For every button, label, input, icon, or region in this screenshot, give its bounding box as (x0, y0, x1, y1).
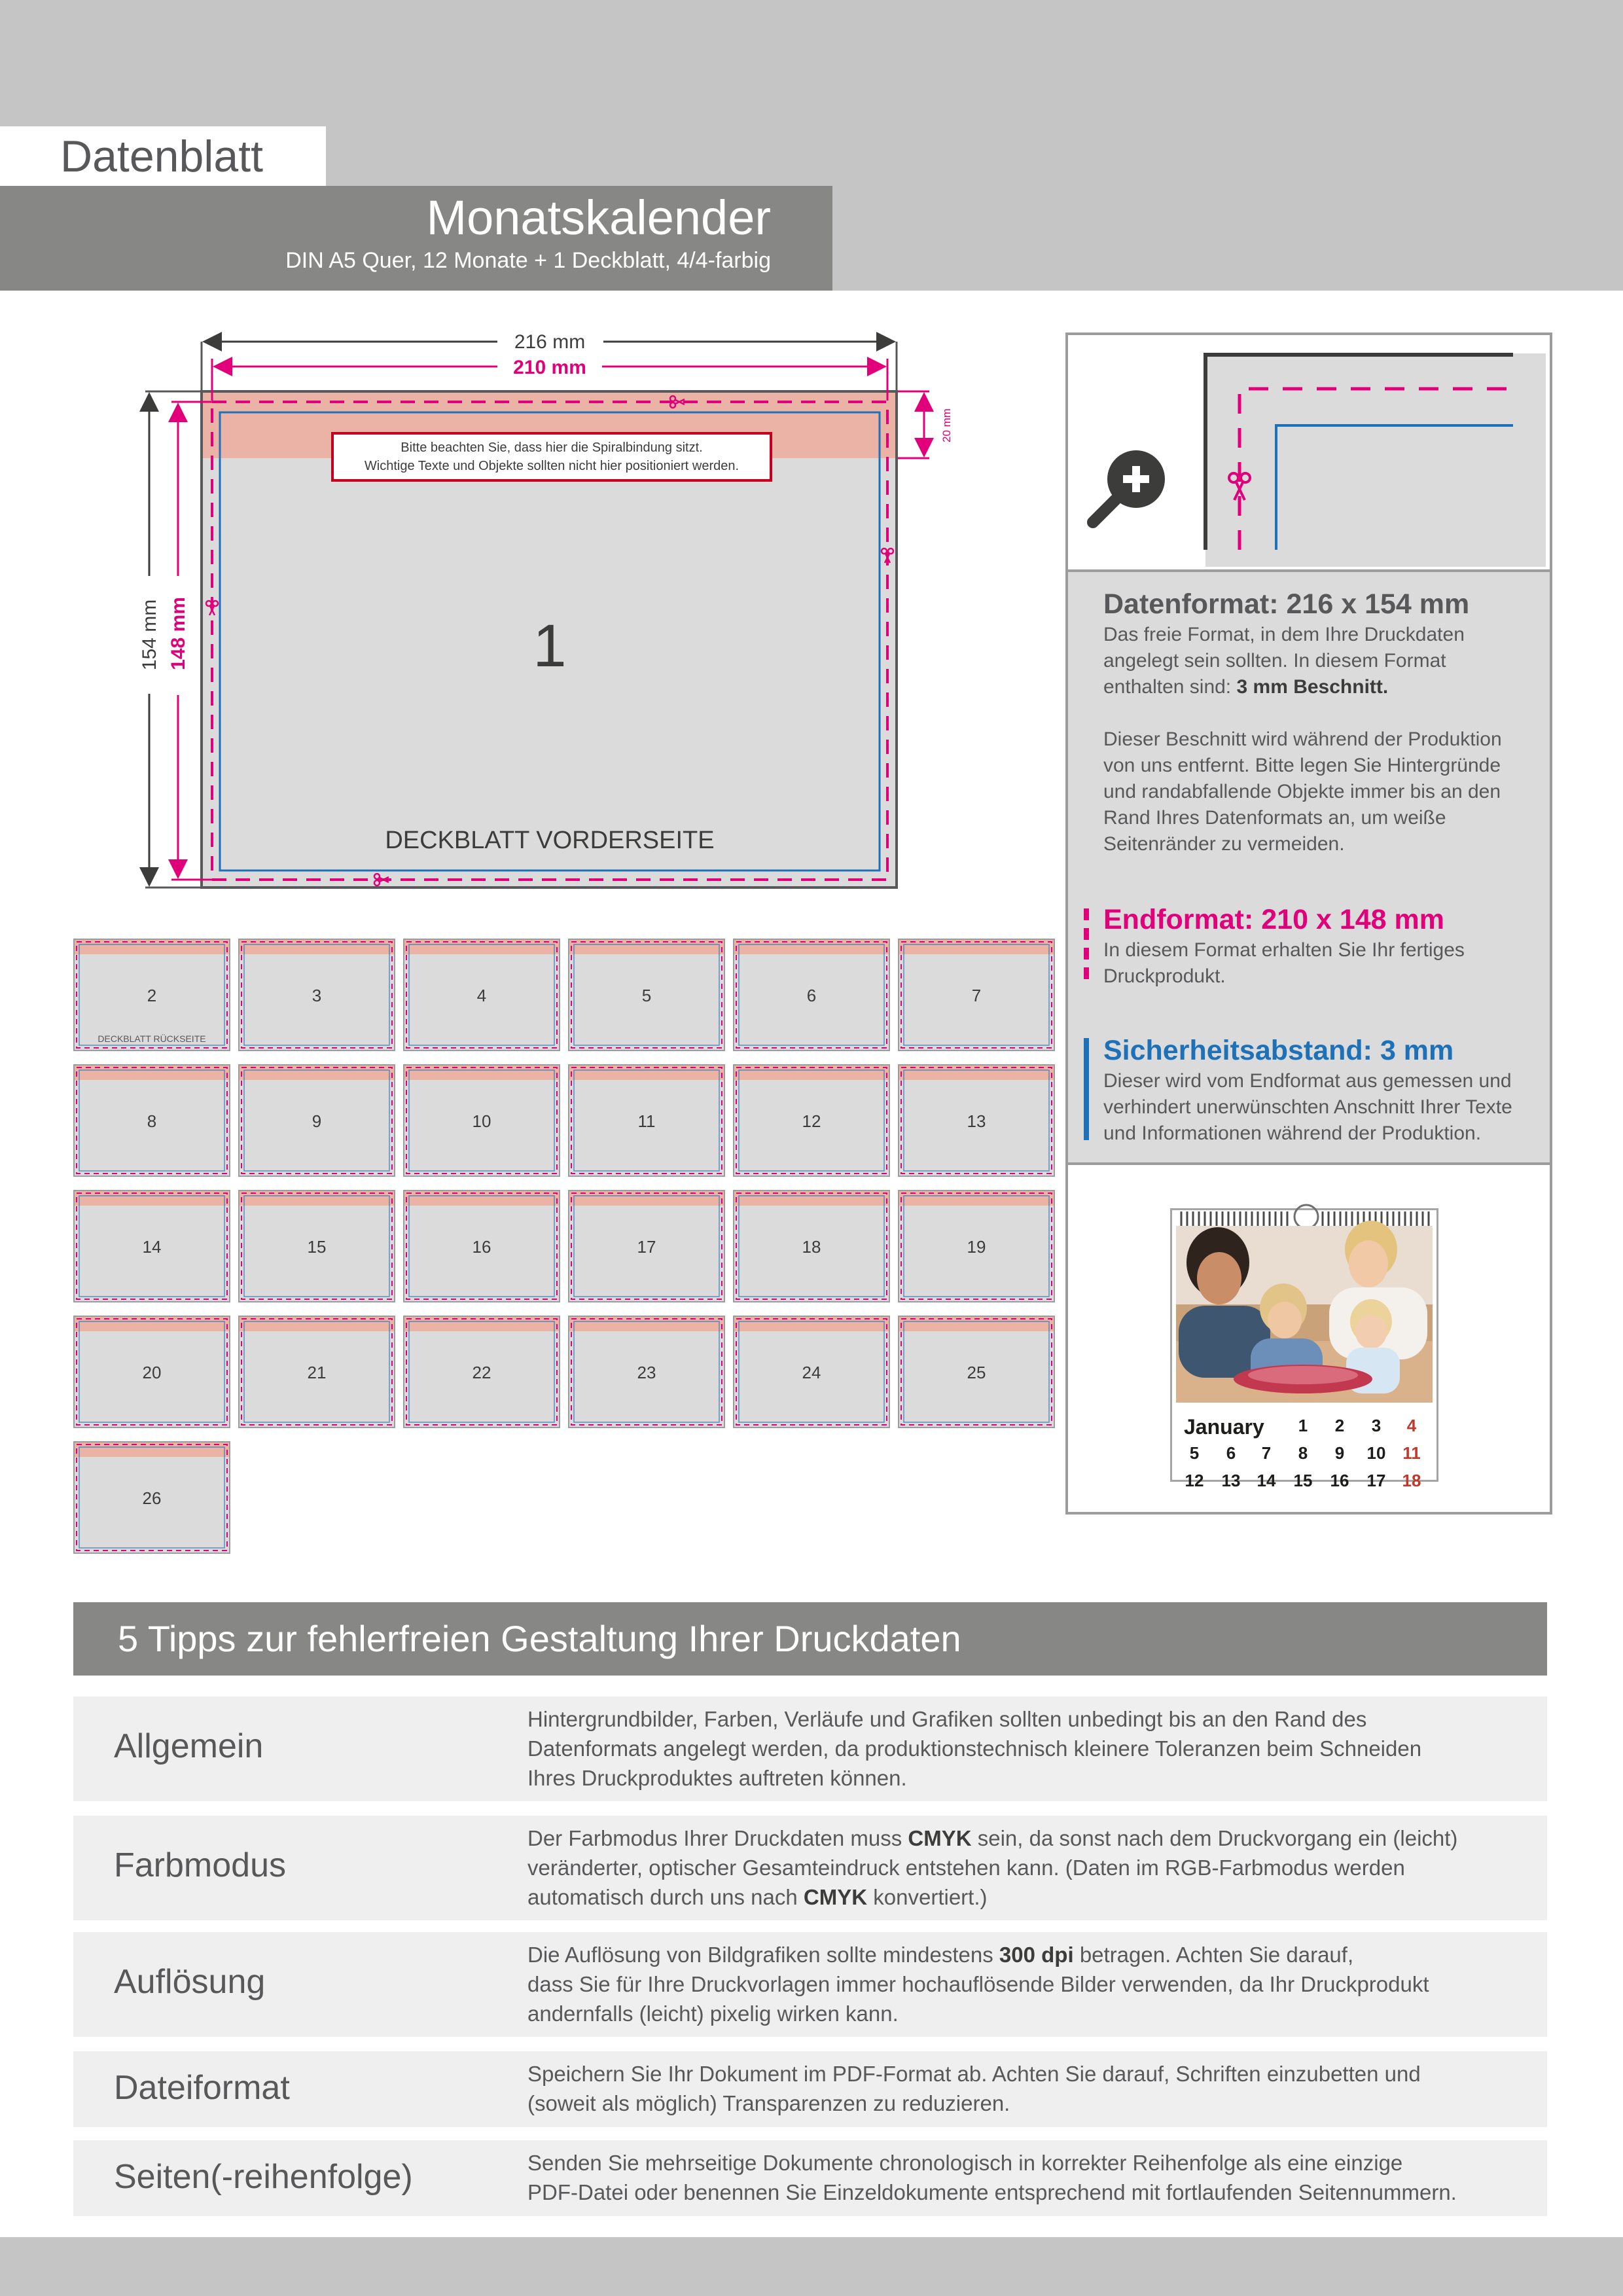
thumbnail-page-number: 9 (312, 1111, 322, 1131)
tip-color-mode-text (527, 1823, 1535, 1912)
tip-color-mode-line1a: Der Farbmodus Ihrer Druckdaten muss (527, 1826, 902, 1850)
calendar-day: 9 (1334, 1443, 1345, 1463)
page-thumbnail (568, 1064, 725, 1177)
safety-marker (1084, 1038, 1089, 1140)
thumbnail-page-number: 23 (637, 1363, 656, 1382)
safety-line1: Dieser wird vom Endformat aus gemessen und (1103, 1070, 1512, 1092)
page-thumbnail (238, 1316, 395, 1428)
calendar-day: 10 (1366, 1443, 1386, 1463)
endformat-line2: Druckprodukt. (1103, 965, 1226, 987)
page-thumbnail (403, 1316, 560, 1428)
tip-resolution-line2: dass Sie für Ihre Druckvorlagen immer hochauflösende Bilder verwenden, da Ihr Druckprodukt (527, 1972, 1429, 1996)
page-thumbnail (403, 1064, 560, 1177)
tip-page-order (73, 2140, 1547, 2216)
tip-color-mode-cmyk-2: CMYK (803, 1885, 868, 1909)
spiral-height-label: 20 mm (940, 408, 953, 442)
safety-line3: und Informationen während der Produktion. (1103, 1122, 1482, 1144)
tip-color-mode (73, 1816, 1547, 1920)
width-inner-label: 210 mm (513, 357, 586, 378)
page-number-large: 1 (533, 613, 567, 679)
thumbnail-page-number: 12 (802, 1111, 821, 1131)
thumbnail-page-number: 3 (312, 986, 322, 1005)
spiral-notice-line1: Bitte beachten Sie, dass hier die Spiralbindung sitzt. (401, 440, 703, 455)
bleed-line5: Seitenränder zu vermeiden. (1103, 833, 1345, 855)
calendar-month: January (1184, 1415, 1264, 1439)
endformat-heading: Endformat: 210 x 148 mm (1103, 904, 1444, 935)
page-thumbnail (898, 1316, 1055, 1428)
family-photo (1176, 1221, 1433, 1403)
calendar-day: 14 (1257, 1471, 1276, 1490)
zoom-in-icon (1093, 450, 1165, 522)
thumbnail-page-number: 11 (637, 1111, 656, 1131)
zoom-panel (1068, 335, 1550, 569)
page-subtitle: DIN A5 Quer, 12 Monate + 1 Deckblatt, 4/4-farbig (285, 248, 771, 273)
thumbnail-page-number: 26 (142, 1488, 162, 1508)
bleed-line2: von uns entfernt. Bitte legen Sie Hintergründe (1103, 755, 1501, 776)
tip-general-line2: Datenformats angelegt werden, da produktionstechnisch kleinere Toleranzen beim Schneiden (527, 1736, 1422, 1761)
datenformat-bleed: 3 mm Beschnitt. (1236, 676, 1389, 698)
tip-resolution-line1c: betragen. Achten Sie darauf, (1079, 1943, 1354, 1967)
page-thumbnail (73, 939, 230, 1051)
page-thumbnails (0, 0, 1060, 1571)
page-thumbnail (733, 1064, 890, 1177)
height-outer-label: 154 mm (139, 599, 160, 671)
calendar-day: 6 (1226, 1443, 1236, 1463)
thumbnail-page-number: 13 (967, 1111, 986, 1131)
tip-general-text (527, 1704, 1535, 1793)
tip-page-order-label: Seiten(-reihenfolge) (114, 2158, 413, 2196)
safety-text (1103, 1068, 1548, 1147)
bleed-line3: und randabfallende Objekte immer bis an den (1103, 781, 1501, 802)
height-inner-label: 148 mm (168, 597, 189, 670)
datenformat-line2: angelegt sein sollten. In diesem Format (1103, 650, 1446, 672)
calendar-day: 18 (1402, 1471, 1421, 1490)
brand-label: Datenblatt (60, 132, 263, 181)
datenformat-line3-text: enthalten sind: (1103, 676, 1232, 698)
calendar-day: 15 (1293, 1471, 1313, 1490)
calendar-day: 2 (1334, 1416, 1345, 1435)
calendar-day: 17 (1366, 1471, 1386, 1490)
page-thumbnail (73, 1441, 230, 1554)
thumbnail-page-number: 25 (967, 1363, 986, 1382)
thumbnail-page-number: 10 (472, 1111, 491, 1131)
tip-page-order-line1: Senden Sie mehrseitige Dokumente chronologisch in korrekter Reihenfolge als eine einzige (527, 2151, 1403, 2175)
page-thumbnail (733, 1316, 890, 1428)
datenformat-line1: Das freie Format, in dem Ihre Druckdaten (1103, 624, 1465, 645)
bleed-line4: Rand Ihres Datenformats an, um weiße (1103, 807, 1446, 829)
tip-general-line3: Ihres Druckproduktes auftreten können. (527, 1766, 907, 1790)
page-thumbnail (898, 939, 1055, 1051)
tip-resolution-line1 (527, 1940, 1535, 1969)
cover-back-label: DECKBLATT RÜCKSEITE (98, 1033, 206, 1044)
page-thumbnail (73, 1064, 230, 1177)
datenformat-text (1103, 622, 1548, 700)
thumbnail-page-number: 18 (802, 1237, 821, 1257)
width-outer-label: 216 mm (514, 331, 586, 353)
page-thumbnail (898, 1190, 1055, 1302)
calendar-day: 11 (1402, 1443, 1421, 1463)
tip-file-format-line2: (soweit als möglich) Transparenzen zu reduzieren. (527, 2091, 1010, 2115)
tip-color-mode-line1 (527, 1823, 1535, 1853)
tip-page-order-line2: PDF-Datei oder benennen Sie Einzeldokumente entsprechend mit fortlaufenden Seitennummern. (527, 2180, 1457, 2204)
footer-band (0, 2237, 1623, 2296)
tip-resolution-line1a: Die Auflösung von Bildgrafiken sollte mindestens (527, 1943, 993, 1967)
thumbnail-page-number: 15 (307, 1237, 327, 1257)
page-thumbnail (733, 1190, 890, 1302)
calendar-preview (1170, 1208, 1438, 1490)
safety-line2: verhindert unerwünschten Anschnitt Ihrer Texte (1103, 1096, 1512, 1118)
tip-file-format-line1: Speichern Sie Ihr Dokument im PDF-Format ab. Achten Sie darauf, Schriften einzubetten und (527, 2062, 1421, 2086)
tip-general-label: Allgemein (114, 1727, 264, 1765)
thumbnail-page-number: 14 (142, 1237, 162, 1257)
tip-color-mode-line3a: automatisch durch uns nach (527, 1885, 798, 1909)
tip-resolution (73, 1932, 1547, 2037)
thumbnail-page-number: 4 (476, 986, 487, 1005)
page-thumbnail (73, 1316, 230, 1428)
tip-resolution-line3: andernfalls (leicht) pixelig wirken kann. (527, 2001, 899, 2026)
datenformat-line3 (1103, 674, 1548, 700)
thumbnail-page-number: 2 (147, 986, 157, 1005)
tip-general (73, 1696, 1547, 1801)
thumbnail-page-number: 24 (802, 1363, 821, 1382)
tip-resolution-label: Auflösung (114, 1963, 266, 2001)
tip-general-line1: Hintergrundbilder, Farben, Verläufe und Grafiken sollten unbedingt bis an den Rand des (527, 1707, 1367, 1731)
bleed-text (1103, 726, 1548, 857)
tip-file-format-label: Dateiformat (114, 2069, 290, 2107)
spiral-notice-line2: Wichtige Texte und Objekte sollten nicht hier positioniert werden. (364, 459, 740, 473)
tip-page-order-text (527, 2148, 1535, 2207)
cover-front-label: DECKBLATT VORDERSEITE (385, 827, 715, 854)
thumbnail-page-number: 6 (806, 986, 817, 1005)
thumbnail-page-number: 19 (967, 1237, 986, 1257)
page-thumbnail (238, 1190, 395, 1302)
page-thumbnail (403, 939, 560, 1051)
tip-color-mode-cmyk: CMYK (908, 1826, 972, 1850)
thumbnail-page-number: 21 (307, 1363, 327, 1382)
safety-heading: Sicherheitsabstand: 3 mm (1103, 1035, 1454, 1066)
bleed-line1: Dieser Beschnitt wird während der Produktion (1103, 728, 1502, 750)
thumbnail-page-number: 8 (147, 1111, 157, 1131)
calendar-day: 3 (1371, 1416, 1382, 1435)
tip-color-mode-line3 (527, 1882, 1535, 1912)
calendar-day: 1 (1298, 1416, 1308, 1435)
page-title: Monatskalender (426, 190, 771, 245)
page-thumbnail (898, 1064, 1055, 1177)
thumbnail-page-number: 17 (637, 1237, 656, 1257)
page-thumbnail (73, 1190, 230, 1302)
endformat-line1: In diesem Format erhalten Sie Ihr fertiges (1103, 939, 1465, 961)
tip-color-mode-label: Farbmodus (114, 1846, 286, 1884)
calendar-day: 8 (1298, 1443, 1308, 1463)
page-thumbnail (568, 939, 725, 1051)
thumbnail-page-number: 16 (472, 1237, 491, 1257)
page-thumbnail (568, 1190, 725, 1302)
endformat-text (1103, 937, 1548, 990)
page-thumbnail (238, 1064, 395, 1177)
tip-resolution-text (527, 1940, 1535, 2028)
tips-title: 5 Tipps zur fehlerfreien Gestaltung Ihrer Druckdaten (118, 1618, 961, 1659)
endformat-marker (1084, 908, 1089, 987)
calendar-day: 16 (1330, 1471, 1349, 1490)
calendar-day: 7 (1261, 1443, 1272, 1463)
tip-resolution-dpi: 300 dpi (999, 1943, 1074, 1967)
format-info-panel (1068, 569, 1550, 1165)
thumbnail-page-number: 5 (641, 986, 652, 1005)
tip-file-format-text (527, 2059, 1535, 2118)
calendar-day: 4 (1406, 1416, 1417, 1435)
tip-color-mode-line2: veränderter, optischer Gesamteindruck entstehen kann. (Daten im RGB-Farbmodus werden (527, 1856, 1405, 1880)
calendar-day: 5 (1189, 1443, 1200, 1463)
tip-color-mode-line1c: sein, da sonst nach dem Druckvorgang ein (leicht) (977, 1826, 1458, 1850)
page-thumbnail (733, 939, 890, 1051)
thumbnail-page-number: 20 (142, 1363, 162, 1382)
tip-file-format (73, 2051, 1547, 2127)
datenformat-heading: Datenformat: 216 x 154 mm (1103, 588, 1470, 620)
page-thumbnail (568, 1316, 725, 1428)
calendar-day: 12 (1185, 1471, 1204, 1490)
tip-color-mode-line3c: konvertiert.) (873, 1885, 988, 1909)
page-thumbnail (238, 939, 395, 1051)
thumbnail-page-number: 7 (971, 986, 982, 1005)
calendar-day: 13 (1221, 1471, 1241, 1490)
thumbnail-page-number: 22 (472, 1363, 491, 1382)
page-thumbnail (403, 1190, 560, 1302)
